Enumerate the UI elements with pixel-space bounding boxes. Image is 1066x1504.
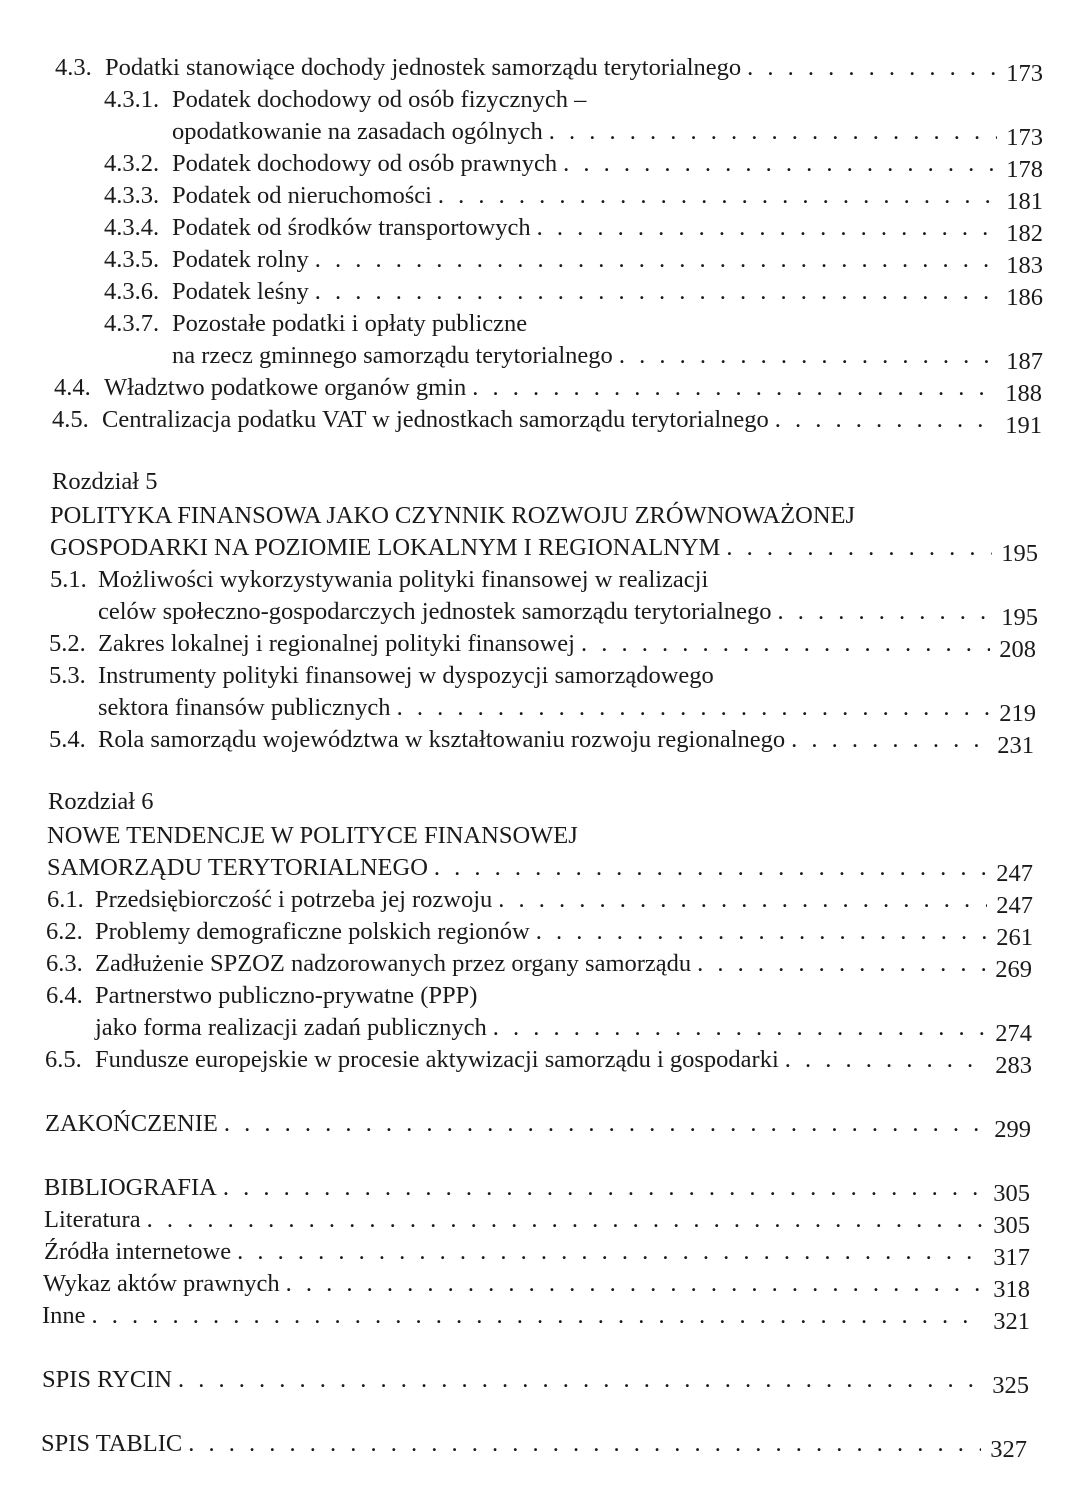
entry-page: 269: [995, 956, 1032, 983]
entry-number: 4.3.5.: [104, 246, 160, 273]
leader-dots: [147, 1204, 984, 1236]
entry-title: ZAKOŃCZENIE: [45, 1110, 218, 1137]
entry-page: 318: [993, 1276, 1030, 1303]
leader-dots: [188, 1428, 981, 1460]
leader-dots: [536, 916, 987, 948]
entry-page: 178: [1006, 156, 1043, 183]
entry-title: Instrumenty polityki finansowej w dyspozycji samorządowego: [98, 662, 714, 689]
entry-title: Możliwości wykorzystywania polityki finansowej w realizacji: [98, 566, 709, 593]
entry-page: 299: [994, 1116, 1031, 1143]
leader-dots: [315, 244, 997, 276]
toc-entry-4-4[interactable]: [54, 372, 1042, 407]
entry-page: 219: [999, 700, 1036, 727]
entry-title: Podatek od nieruchomości: [172, 182, 432, 209]
entry-page: 195: [1001, 604, 1038, 631]
entry-title: Podatek leśny: [172, 278, 309, 305]
leader-dots: [92, 1300, 984, 1332]
entry-number: 5.3.: [49, 662, 86, 689]
entry-number: 4.3.: [55, 54, 92, 81]
toc-entry-zakonczenie[interactable]: [45, 1108, 1031, 1143]
toc-entry-5-4[interactable]: [49, 724, 1034, 759]
entry-page: 274: [995, 1020, 1032, 1047]
entry-page: 261: [996, 924, 1033, 951]
leader-dots: [178, 1364, 983, 1396]
toc-entry-spis-tablic[interactable]: [41, 1428, 1027, 1463]
entry-number: 5.4.: [49, 726, 86, 753]
toc-entry-spis-rycin[interactable]: [42, 1364, 1029, 1399]
toc-entry-6-1[interactable]: [47, 884, 1033, 919]
entry-page: 317: [993, 1244, 1030, 1271]
entry-title: Problemy demograficzne polskich regionów: [95, 918, 530, 945]
entry-number: 4.5.: [52, 406, 89, 433]
entry-page: 327: [990, 1436, 1027, 1463]
toc-entry-4-3-1-first-line[interactable]: [104, 84, 586, 116]
entry-page: 195: [1001, 540, 1038, 567]
toc-entry-inne[interactable]: [42, 1300, 1030, 1335]
entry-title-cont: na rzecz gminnego samorządu terytorialnego: [172, 342, 613, 369]
leader-dots: [726, 532, 992, 564]
leader-dots: [286, 1268, 984, 1300]
toc-entry-4-3-2[interactable]: [104, 148, 1043, 183]
leader-dots: [237, 1236, 984, 1268]
entry-number: 4.3.2.: [104, 150, 160, 177]
entry-number: 5.2.: [49, 630, 86, 657]
toc-entry-5-1-first-line[interactable]: [50, 564, 708, 596]
leader-dots: [537, 212, 997, 244]
leader-dots: [472, 372, 996, 404]
toc-entry-bibliografia[interactable]: [44, 1172, 1030, 1207]
entry-number: 5.1.: [50, 566, 87, 593]
chapter-title-line2: GOSPODARKI NA POZIOMIE LOKALNYM I REGIONALNYM: [50, 534, 721, 561]
entry-number: 4.3.1.: [104, 86, 160, 113]
toc-entry-6-5[interactable]: [45, 1044, 1032, 1079]
entry-page: 191: [1005, 412, 1042, 439]
leader-dots: [223, 1172, 984, 1204]
leader-dots: [549, 116, 997, 148]
entry-page: 208: [999, 636, 1036, 663]
entry-title-cont: celów społeczno-gospodarczych jednostek samorządu terytorialnego: [98, 598, 772, 625]
entry-page: 325: [992, 1372, 1029, 1399]
leader-dots: [493, 1012, 986, 1044]
leader-dots: [778, 596, 993, 628]
toc-entry-6-2[interactable]: [46, 916, 1033, 951]
entry-number: 4.3.7.: [104, 310, 160, 337]
toc-entry-5-2[interactable]: [49, 628, 1036, 663]
entry-title: Władztwo podatkowe organów gmin: [104, 374, 467, 401]
entry-title: Podatek dochodowy od osób prawnych: [172, 150, 558, 177]
entry-page: 173: [1006, 60, 1043, 87]
leader-dots: [563, 148, 997, 180]
toc-entry-5-3-first-line[interactable]: [49, 660, 714, 692]
chapter-6-label: Rozdział 6: [48, 788, 154, 815]
entry-page: 305: [993, 1212, 1030, 1239]
entry-number: 6.5.: [45, 1046, 82, 1073]
chapter-5-label: Rozdział 5: [52, 468, 158, 495]
chapter-6-title[interactable]: [47, 852, 1033, 887]
leader-dots: [785, 1044, 986, 1076]
toc-entry-4-3[interactable]: [55, 52, 1043, 87]
chapter-5-title[interactable]: [50, 532, 1038, 567]
entry-title: Partnerstwo publiczno-prywatne (PPP): [95, 982, 478, 1009]
toc-entry-4-3-4[interactable]: [104, 212, 1043, 247]
entry-page: 187: [1006, 348, 1043, 375]
chapter-title-line2: SAMORZĄDU TERYTORIALNEGO: [47, 854, 428, 881]
entry-title: Przedsiębiorczość i potrzeba jej rozwoju: [95, 886, 493, 913]
chapter-6-title-line1[interactable]: NOWE TENDENCJE W POLITYCE FINANSOWEJ: [47, 822, 578, 849]
leader-dots: [581, 628, 990, 660]
leader-dots: [619, 340, 997, 372]
leader-dots: [498, 884, 987, 916]
entry-page: 283: [995, 1052, 1032, 1079]
toc-entry-4-3-7-first-line[interactable]: [104, 308, 527, 340]
entry-title: Pozostałe podatki i opłaty publiczne: [172, 310, 528, 337]
entry-page: 182: [1006, 220, 1043, 247]
entry-number: 6.3.: [46, 950, 83, 977]
entry-title: Zadłużenie SPZOZ nadzorowanych przez organy samorządu: [95, 950, 692, 977]
entry-title: Podatek rolny: [172, 246, 309, 273]
toc-entry-4-5[interactable]: [52, 404, 1042, 439]
entry-title: Źródła internetowe: [44, 1238, 232, 1265]
entry-title: Fundusze europejskie w procesie aktywizacji samorządu i gospodarki: [95, 1046, 779, 1073]
entry-title: Podatek od środków transportowych: [172, 214, 531, 241]
entry-title: Inne: [42, 1302, 86, 1329]
leader-dots: [315, 276, 997, 308]
entry-title: BIBLIOGRAFIA: [44, 1174, 217, 1201]
entry-page: 247: [996, 860, 1033, 887]
chapter-5-title-line1[interactable]: POLITYKA FINANSOWA JAKO CZYNNIK ROZWOJU ZRÓWNOWAŻONEJ: [50, 502, 856, 529]
toc-entry-4-3-3[interactable]: [104, 180, 1043, 215]
leader-dots: [434, 852, 987, 884]
entry-title: Zakres lokalnej i regionalnej polityki finansowej: [98, 630, 575, 657]
entry-page: 181: [1006, 188, 1043, 215]
entry-page: 247: [996, 892, 1033, 919]
entry-page: 305: [993, 1180, 1030, 1207]
leader-dots: [224, 1108, 985, 1140]
entry-title-cont: sektora finansów publicznych: [98, 694, 391, 721]
entry-page: 183: [1006, 252, 1043, 279]
entry-page: 231: [997, 732, 1034, 759]
entry-title-cont: jako forma realizacji zadań publicznych: [95, 1014, 487, 1041]
entry-page: 321: [993, 1308, 1030, 1335]
toc-entry-5-3[interactable]: [98, 692, 1036, 727]
leader-dots: [438, 180, 997, 212]
toc-entry-5-1[interactable]: [98, 596, 1038, 631]
entry-page: 186: [1006, 284, 1043, 311]
toc-entry-zrodla-internetowe[interactable]: [44, 1236, 1030, 1271]
leader-dots: [791, 724, 988, 756]
leader-dots: [697, 948, 986, 980]
entry-title: Podatek dochodowy od osób fizycznych –: [172, 86, 587, 113]
entry-number: 6.1.: [47, 886, 84, 913]
entry-title: SPIS RYCIN: [42, 1366, 173, 1393]
entry-number: 6.4.: [46, 982, 83, 1009]
entry-number: 4.4.: [54, 374, 91, 401]
toc-entry-6-4-first-line[interactable]: [46, 980, 477, 1012]
toc-entry-6-4[interactable]: [95, 1012, 1032, 1047]
entry-title-cont: opodatkowanie na zasadach ogólnych: [172, 118, 543, 145]
entry-title: Wykaz aktów prawnych: [43, 1270, 280, 1297]
toc-entry-literatura[interactable]: [44, 1204, 1030, 1239]
toc-entry-4-3-7[interactable]: [172, 340, 1043, 375]
entry-number: 6.2.: [46, 918, 83, 945]
entry-title: Rola samorządu województwa w kształtowaniu rozwoju regionalnego: [98, 726, 786, 753]
toc-entry-4-3-5[interactable]: [104, 244, 1043, 279]
toc-entry-wykaz-aktow[interactable]: [43, 1268, 1030, 1303]
entry-title: Literatura: [44, 1206, 141, 1233]
toc-entry-4-3-1[interactable]: [172, 116, 1043, 151]
entry-title: Podatki stanowiące dochody jednostek samorządu terytorialnego: [105, 54, 742, 81]
entry-title: SPIS TABLIC: [41, 1430, 183, 1457]
entry-number: 4.3.3.: [104, 182, 160, 209]
entry-page: 188: [1005, 380, 1042, 407]
entry-page: 173: [1006, 124, 1043, 151]
entry-number: 4.3.6.: [104, 278, 160, 305]
leader-dots: [747, 52, 997, 84]
toc-entry-4-3-6[interactable]: [104, 276, 1043, 311]
leader-dots: [775, 404, 996, 436]
toc-entry-6-3[interactable]: [46, 948, 1032, 983]
entry-title: Centralizacja podatku VAT w jednostkach samorządu terytorialnego: [102, 406, 769, 433]
entry-number: 4.3.4.: [104, 214, 160, 241]
leader-dots: [397, 692, 990, 724]
